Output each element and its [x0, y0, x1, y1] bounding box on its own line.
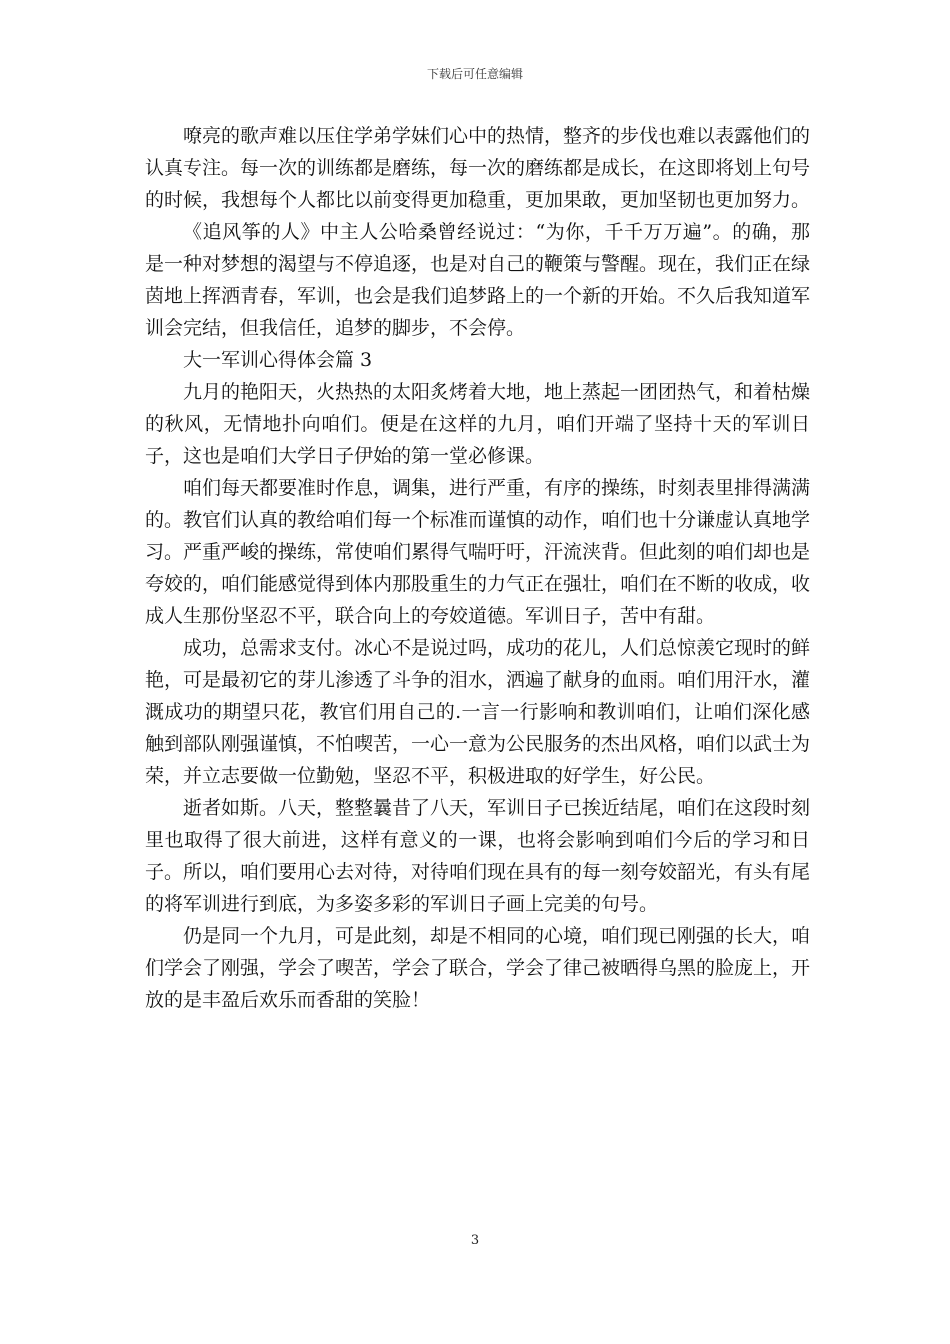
paragraph: 咱们每天都要准时作息，调集，进行严重，有序的操练，时刻表里排得满满的。教官们认真的教给咱们每一个标准而谨慎的动作，咱们也十分谦虚认真地学习。严重严峻的操练，常使咱们累得气喘吁吁，汗流浃背。但此刻的咱们却也是夸姣的，咱们能感觉得到体内那股重生的力气正在强壮，咱们在不断的收成，收成人生那份坚忍不平，联合向上的夸姣道德。军训日子，苦中有甜。 [145, 477, 811, 627]
document-body [145, 120, 810, 1016]
paragraph: 逝者如斯。八天，整整曩昔了八天，军训日子已挨近结尾，咱们在这段时刻里也取得了很大前进，这样有意义的一课，也将会影响到咱们今后的学习和日子。所以，咱们要用心去对待，对待咱们现在具有的每一刻夸姣韶光，有头有尾的将军训进行到底，为多姿多彩的军训日子画上完美的句号。 [145, 797, 811, 915]
paragraph: 成功，总需求支付。冰心不是说过吗，成功的花儿，人们总惊羡它现时的鲜艳，可是最初它的芽儿渗透了斗争的泪水，洒遍了献身的血雨。咱们用汗水，灌溉成功的期望只花，教官们用自己的.一言一行影响和教训咱们，让咱们深化感触到部队刚强谨慎，不怕喫苦，一心一意为公民服务的杰出风格，咱们以武士为荣，并立志要做一位勤勉，坚忍不平，积极进取的好学生，好公民。 [145, 637, 811, 787]
paragraph: 仍是同一个九月，可是此刻，却是不相同的心境，咱们现已刚强的长大，咱们学会了刚强，学会了喫苦，学会了联合，学会了律己被晒得乌黑的脸庞上，开放的是丰盈后欢乐而香甜的笑脸！ [145, 925, 811, 1011]
paragraph: 嘹亮的歌声难以压住学弟学妹们心中的热情，整齐的步伐也难以表露他们的认真专注。每一次的训练都是磨练，每一次的磨练都是成长，在这即将划上句号的时候，我想每个人都比以前变得更加稳重，更加果敢，更加坚韧也更加努力。 [145, 125, 811, 211]
paragraph: 《追风筝的人》中主人公哈桑曾经说过：“为你，千千万万遍”。的确，那是一种对梦想的渴望与不停追逐，也是对自己的鞭策与警醒。现在，我们正在绿茵地上挥洒青春，军训，也会是我们追梦路上的一个新的开始。不久后我知道军训会完结，但我信任，追梦的脚步，不会停。 [145, 221, 811, 339]
section-title: 大一军训心得体会篇 3 [183, 349, 373, 371]
paragraph: 九月的艳阳天，火热热的太阳炙烤着大地，地上蒸起一团团热气，和着枯燥的秋风，无情地扑向咱们。便是在这样的九月，咱们开端了坚持十天的军训日子，这也是咱们大学日子伊始的第一堂必修课。 [145, 381, 811, 467]
page-number: 3 [470, 1233, 480, 1248]
page-header: 下载后可任意编辑 [426, 67, 523, 81]
